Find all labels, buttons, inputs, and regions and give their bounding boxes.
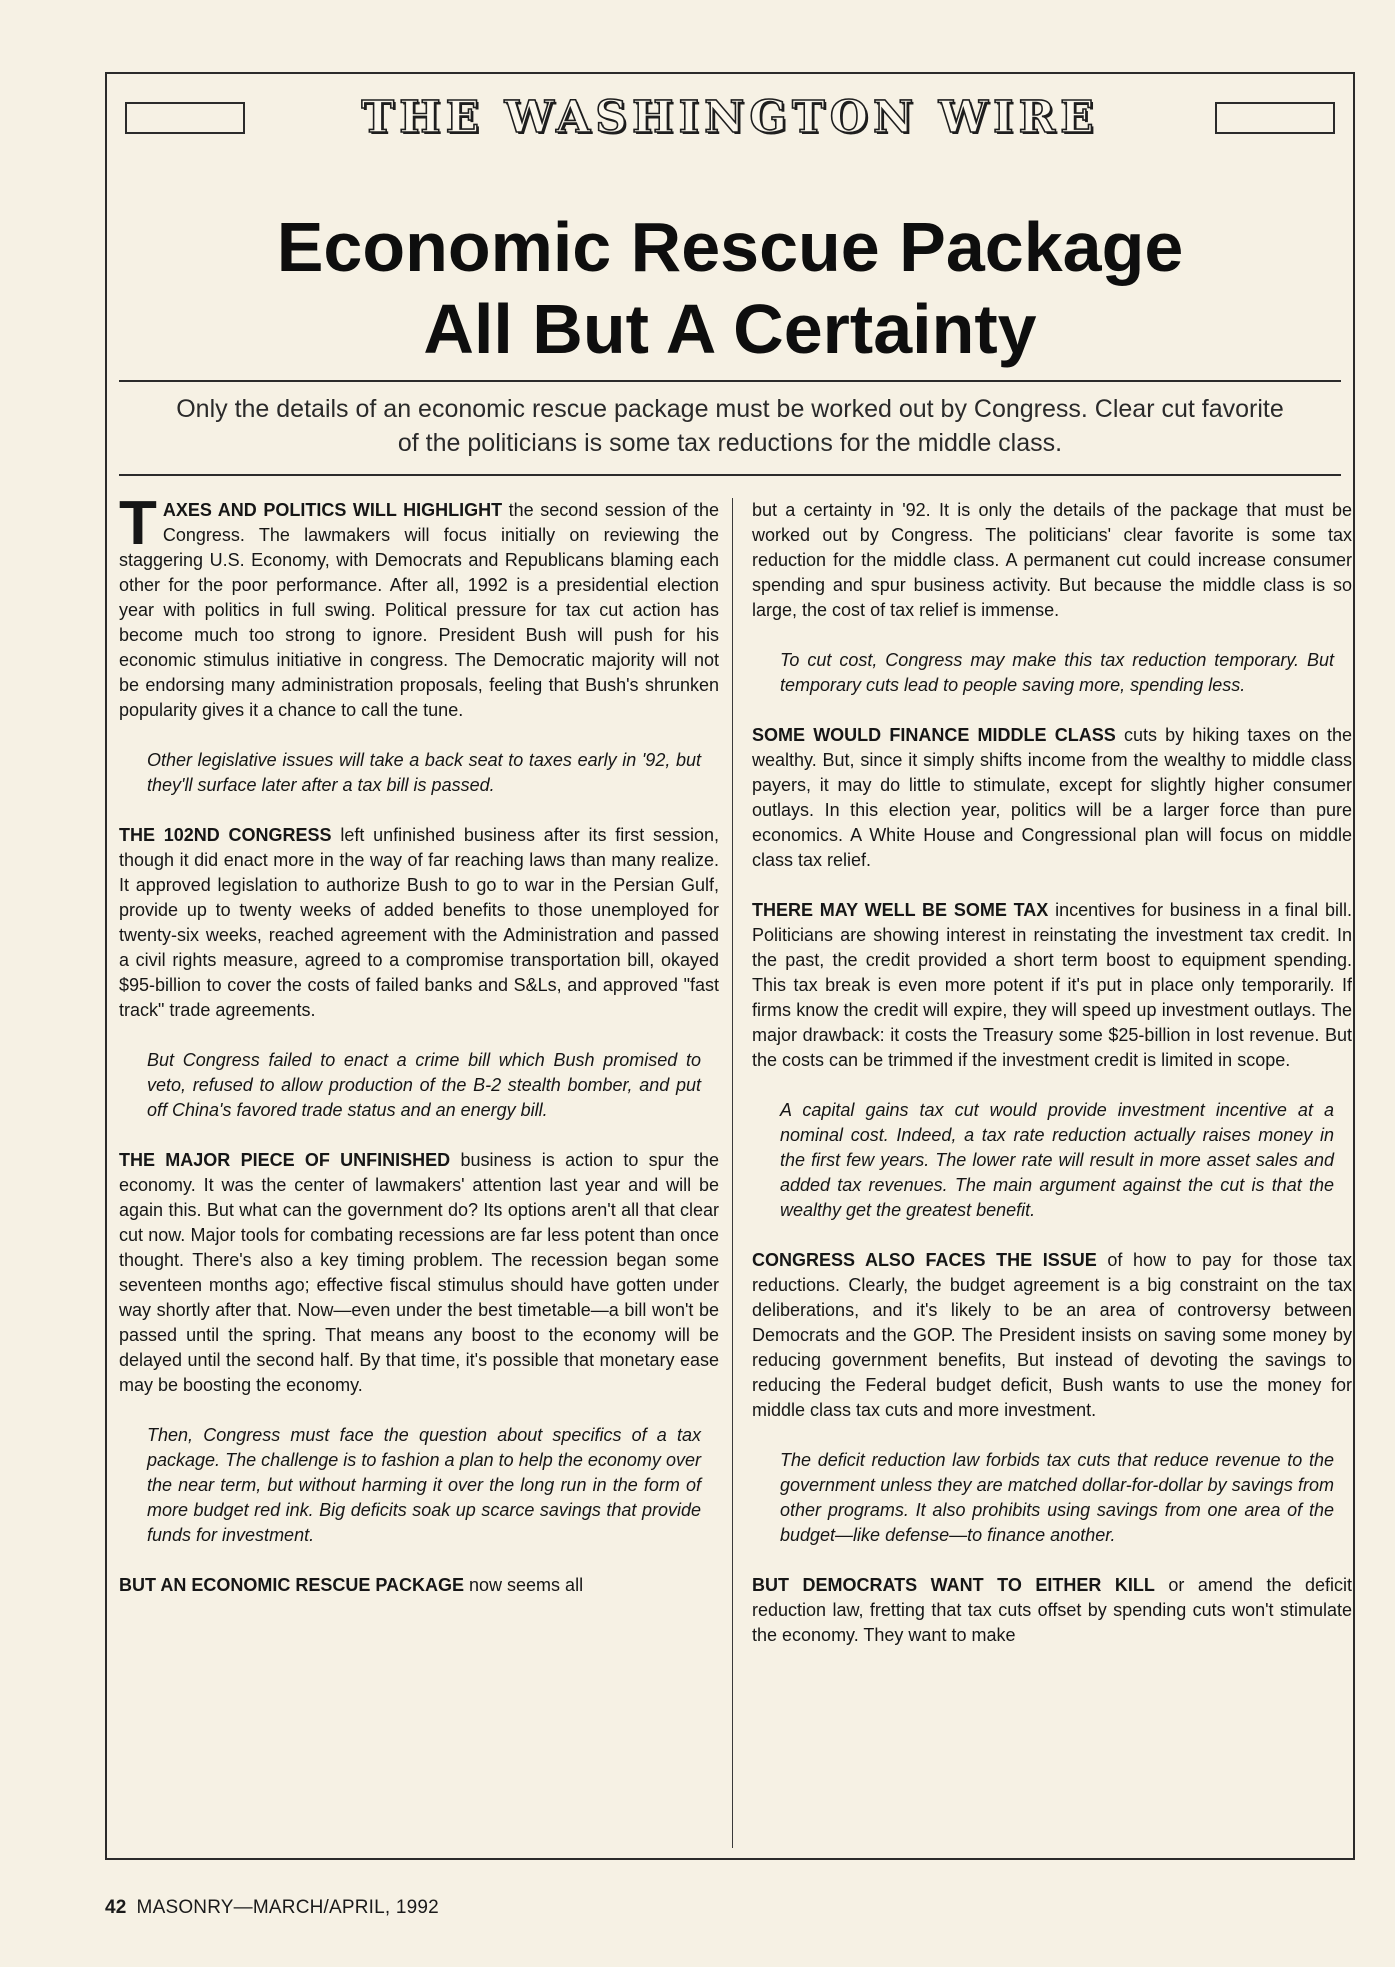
italic-paragraph: Other legislative issues will take a back seat to taxes early in '92, but they'll surface later after a tax bill is passed.: [147, 750, 701, 795]
paragraph: [752, 898, 1352, 1073]
paragraph-lead: BUT AN ECONOMIC RESCUE PACKAGE: [119, 1575, 465, 1595]
paragraph-text: now seems all: [464, 1575, 584, 1595]
italic-paragraph: A capital gains tax cut would provide investment incentive at a nominal cost. Indeed, a tax rate reduction actually raises money in the first few years. The lower rate will result in more asset sales and added tax revenues. The main argument against the cut is that the wealthy get the greatest benefit.: [780, 1100, 1334, 1220]
italic-paragraph: To cut cost, Congress may make this tax reduction temporary. But temporary cuts lead to people saving more, spending less.: [780, 650, 1334, 695]
masthead-title: THE WASHINGTON WIRE: [361, 91, 1099, 143]
paragraph-lead: CONGRESS ALSO FACES THE ISSUE: [752, 1250, 1097, 1270]
article-frame: [105, 72, 1355, 1860]
paragraph-text: left unfinished business after its first session, though it did enact more in the way of far reaching laws than many realize. It approved legislation to authorize Bush to go to war in the Persian Gulf, provide up to twenty weeks of added benefits to those unemployed for twenty-six weeks, reached agreement with the Administration and passed a civil rights measure, agreed to a compromise transportation bill, okayed $95-billion to cover the costs of failed banks and S&Ls, and approved "fast track" trade agreements.: [119, 825, 719, 1020]
right-column: [752, 498, 1352, 1673]
paragraph-lead: THE 102ND CONGRESS: [119, 825, 332, 845]
masthead: [125, 90, 1335, 144]
paragraph-text: of how to pay for those tax reductions. Clearly, the budget agreement is a big constraint on the tax deliberations, and it's likely to be an area of controversy between Democrats and the GOP. The President insists on saving some money by reducing government benefits, But instead of devoting the savings to reducing the Federal budget deficit, Bush wants to use the money for middle class tax cuts and more investment.: [752, 1250, 1352, 1420]
paragraph: [119, 1573, 719, 1598]
paragraph-lead: AXES AND POLITICS WILL HIGHLIGHT: [162, 500, 503, 520]
paragraph: but a certainty in '92. It is only the details of the package that must be worked out by Congress. The politicians' clear favorite is some tax reduction for the middle class. A permanent cut could increase consumer spending and spur business activity. But because the middle class is so large, the cost of tax relief is immense.: [752, 500, 1352, 620]
paragraph-text: incentives for business in a final bill. Politicians are showing interest in reinstating the investment tax credit. In the past, the credit provided a short term boost to equipment spending. This tax break is even more potent if it's put in place only temporarily. If firms know the credit will expire, they will speed up investment outlays. The major drawback: it costs the Treasury some $25-billion in lost revenue. But the costs can be trimmed if the investment credit is limited in scope.: [752, 900, 1352, 1070]
column-divider: [732, 498, 733, 1848]
paragraph: [752, 1573, 1352, 1648]
publication-line: MASONRY—MARCH/APRIL, 1992: [136, 1897, 439, 1918]
paragraph-lead: BUT DEMOCRATS WANT TO EITHER KILL: [752, 1575, 1155, 1595]
paragraph-text: cuts by hiking taxes on the wealthy. But, since it simply shifts income from the wealthy to middle class payers, it may do little to stimulate, except for slightly higher consumer outlays. In this election year, politics will be a larger force than pure economics. A White House and Congressional plan will focus on middle class tax relief.: [752, 725, 1352, 870]
paragraph-lead: THERE MAY WELL BE SOME TAX: [752, 900, 1049, 920]
page-number: 42: [105, 1897, 127, 1918]
page-footer: [105, 1897, 439, 1919]
headline: [107, 206, 1353, 370]
divider-rule: [119, 380, 1341, 382]
drop-cap: T: [119, 489, 157, 558]
paragraph: [752, 1248, 1352, 1423]
paragraph-text: business is action to spur the economy. It was the center of lawmakers' attention last year and will be again this. But what can the government do? Its options aren't all that clear cut now. Major tools for combating recessions are far less potent than once thought. There's also a key timing problem. The recession began some seventeen months ago; effective fiscal stimulus should have gotten under way shortly after that. Now—even under the best timetable—a bill won't be passed until the spring. That means any boost to the economy will be delayed until the second half. By that time, it's possible that monetary ease may be boosting the economy.: [119, 1150, 719, 1395]
masthead-box-left: [125, 102, 245, 134]
italic-paragraph: The deficit reduction law forbids tax cuts that reduce revenue to the government unless they are matched dollar-for-dollar by savings from other programs. It also prohibits using savings from one area of the budget—like defense—to finance another.: [780, 1450, 1334, 1545]
italic-paragraph: Then, Congress must face the question about specifics of a tax package. The challenge is to fashion a plan to help the economy over the near term, but without harming it over the long run in the form of more budget red ink. Big deficits soak up scarce savings that provide funds for investment.: [147, 1425, 701, 1545]
headline-line-1: Economic Rescue Package: [276, 208, 1184, 286]
italic-paragraph: But Congress failed to enact a crime bill which Bush promised to veto, refused to allow production of the B-2 stealth bomber, and put off China's favored trade status and an energy bill.: [147, 1050, 701, 1120]
paragraph-lead: SOME WOULD FINANCE MIDDLE CLASS: [752, 725, 1116, 745]
divider-rule: [119, 474, 1341, 476]
paragraph-text: or amend the deficit reduction law, fretting that tax cuts offset by spending cuts won't stimulate the economy. They want to make: [752, 1575, 1352, 1645]
paragraph: [752, 723, 1352, 873]
left-column: [119, 489, 719, 1623]
paragraph-text: the second session of the Congress. The lawmakers will focus initially on reviewing the staggering U.S. Economy, with Democrats and Republicans blaming each other for the poor performance. After all, 1992 is a presidential election year with politics in full swing. Political pressure for tax cut action has become much too strong to ignore. President Bush will push for his economic stimulus initiative in congress. The Democratic majority will not be endorsing many administration proposals, feeling that Bush's shrunken popularity gives it a chance to call the tune.: [119, 500, 719, 720]
paragraph-lead: THE MAJOR PIECE OF UNFINISHED: [119, 1150, 451, 1170]
paragraph: [119, 489, 719, 723]
deck-subtitle: Only the details of an economic rescue package must be worked out by Congress. Clear cut favorite of the politicians is some tax reductions for the middle class.: [176, 395, 1284, 457]
paragraph: [119, 823, 719, 1023]
paragraph: [119, 1148, 719, 1398]
headline-line-2: All But A Certainty: [423, 290, 1037, 368]
masthead-box-right: [1215, 102, 1335, 134]
